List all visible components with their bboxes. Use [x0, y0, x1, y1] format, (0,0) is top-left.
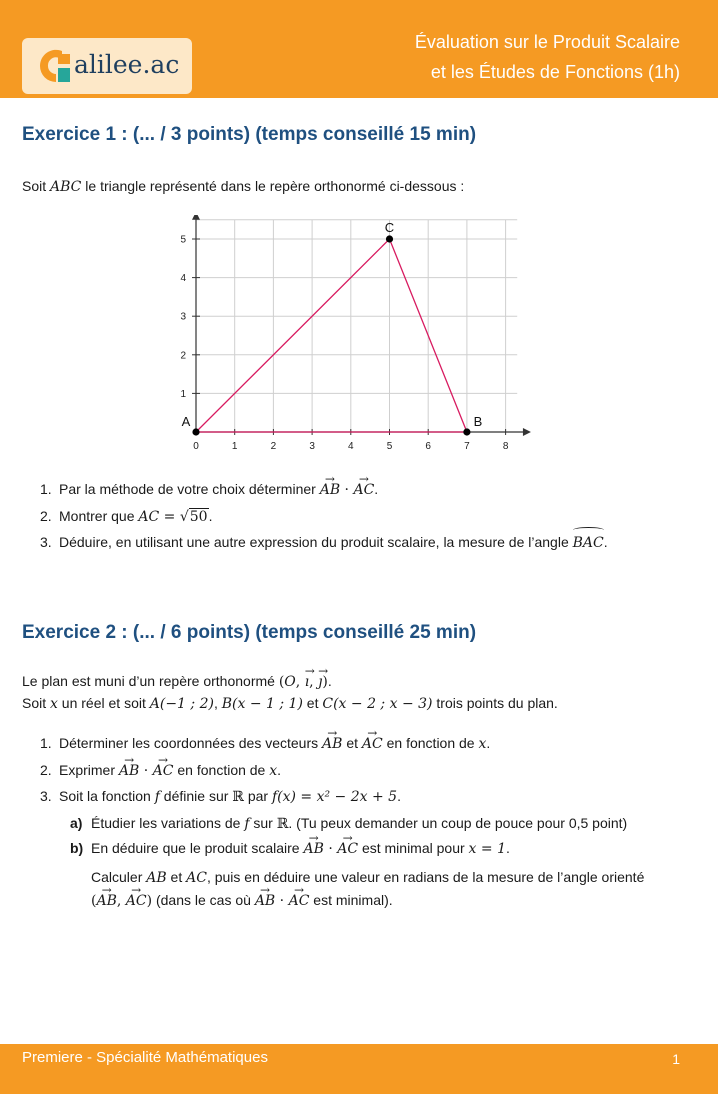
y-tick-label: 2	[180, 350, 186, 362]
question-1	[40, 731, 490, 758]
question-text: en fonction de	[382, 735, 479, 751]
function-f: f	[154, 789, 160, 805]
exercise-1-intro	[22, 175, 464, 198]
sub-text-end: . (Tu peux demander un coup de pouce pour 0,5 point)	[288, 815, 628, 831]
point-a	[192, 428, 199, 435]
question-text: définie sur	[159, 788, 233, 804]
intro-text: un réel et soit	[57, 695, 150, 711]
sub-letter: a)	[70, 815, 83, 831]
x-tick-label: 6	[425, 441, 431, 452]
question-text: Déduire, en utilisant une autre expression du produit scalaire, la mesure de l’angle	[59, 534, 573, 550]
question-text: Déterminer les coordonnées des vecteurs	[59, 735, 323, 751]
y-axis-arrow	[192, 215, 200, 220]
question-text: Exprimer	[59, 761, 119, 778]
intro-text-end: .	[327, 673, 332, 689]
page-number: 1	[672, 1051, 680, 1067]
sub-text: sur	[249, 815, 277, 831]
point-label-c: C	[384, 220, 395, 235]
comma: ,	[116, 893, 126, 909]
sub-c-line-2	[91, 889, 644, 912]
triangle-name: ABC	[50, 179, 82, 195]
sub-text: est minimal pour	[358, 840, 469, 856]
question-text: et	[342, 735, 362, 751]
dot-operator: ·	[275, 893, 289, 909]
intro-text-end: le triangle représenté dans le repère orthonormé ci-dessous :	[81, 178, 465, 194]
question-end: .	[208, 507, 213, 524]
x-tick-label: 7	[464, 441, 470, 452]
intro-text: Le plan est muni d’un repère orthonormé	[22, 673, 279, 689]
question-text: Par la méthode de votre choix déterminer	[59, 481, 320, 497]
x-tick-label: 0	[193, 441, 199, 452]
length-ac: AC	[186, 870, 207, 886]
x-tick-label: 1	[231, 441, 238, 452]
exercise-2-intro-1: Le plan est muni d’un repère orthonormé (O, → ı, → ȷ).	[22, 670, 332, 693]
footer-course: Premiere - Spécialité Mathématiques	[22, 1049, 268, 1066]
real-set: ℝ	[276, 816, 289, 832]
page-header	[0, 0, 718, 98]
y-tick-label: 5	[180, 234, 186, 246]
function-expression: f(x) = x² − 2x + 5	[271, 789, 398, 805]
vector-ab: → AB	[303, 837, 323, 863]
separator: ,	[213, 695, 222, 711]
triangle-abc	[196, 239, 467, 432]
point-a: A(−1 ; 2)	[149, 696, 214, 712]
sub-text: En déduire que le produit scalaire	[91, 840, 304, 856]
sub-text: et	[166, 869, 187, 885]
vector-ac: → AC	[337, 837, 358, 863]
y-tick-label: 3	[180, 311, 186, 323]
exercise-2-intro-2	[22, 692, 558, 715]
exercise-2-title: Exercice 2 : (... / 6 points) (temps conseillé 25 min)	[22, 622, 477, 643]
point-c: C(x − 2 ; x − 3)	[322, 696, 433, 712]
vector-ac: → AC	[362, 732, 383, 758]
dot-operator: ·	[323, 841, 338, 857]
page-footer	[0, 1044, 718, 1094]
var-x: x	[50, 696, 58, 712]
vector-ab: → AB	[96, 890, 116, 912]
vector-ac: → AC	[153, 759, 174, 785]
question-text: en fonction de	[173, 761, 270, 778]
question-3	[40, 530, 608, 557]
question-text: Soit la fonction	[59, 788, 155, 804]
exercise-1-title: Exercice 1 : (... / 3 points) (temps conseillé 15 min)	[22, 124, 477, 145]
title-line-1: Évaluation sur le Produit Scalaire	[414, 32, 680, 52]
exercise-2-questions	[40, 731, 490, 811]
galilee-logo-icon	[36, 46, 72, 86]
question-number: 3.	[40, 534, 52, 550]
sub-text: Calculer	[91, 869, 147, 885]
sub-text-end: .	[505, 840, 510, 856]
question-number: 2.	[40, 507, 52, 524]
title-line-2: et les Études de Fonctions (1h)	[430, 62, 680, 82]
vector-ab: → AB	[322, 732, 342, 758]
x-tick-label: 4	[348, 441, 354, 452]
document-title	[415, 27, 680, 87]
y-tick-label: 1	[180, 388, 186, 400]
dot-operator: ·	[139, 762, 153, 779]
question-end: .	[397, 788, 401, 804]
x-tick-label: 3	[309, 441, 315, 452]
intro-text: et	[302, 695, 323, 711]
sub-question-b	[70, 836, 510, 863]
sub-text: , puis en déduire une valeur en radians de la mesure de l’angle orienté	[206, 869, 645, 885]
question-number: 1.	[40, 735, 52, 751]
question-2: 2. Montrer que AC = √50.	[40, 504, 608, 531]
sub-letter: b)	[70, 840, 84, 856]
condition: x = 1	[468, 841, 506, 857]
sub-text: Étudier les variations de	[91, 815, 245, 831]
angle-bac: BAC	[573, 531, 604, 557]
x-tick-label: 8	[502, 441, 509, 452]
point-label-a: A	[181, 414, 191, 429]
question-number: 2.	[40, 761, 52, 778]
exercise-1-questions	[40, 477, 608, 557]
question-end: .	[277, 761, 282, 778]
question-number: 3.	[40, 788, 52, 804]
intro-text: Soit	[22, 695, 51, 711]
x-tick-label: 2	[270, 441, 277, 452]
point-c	[386, 235, 393, 242]
sub-c-line-1	[91, 866, 644, 889]
y-tick-label: 4	[180, 273, 186, 285]
x-axis-arrow	[523, 428, 531, 436]
vector-ac: → AC	[126, 890, 147, 912]
length-ab: AB	[146, 870, 167, 886]
point-label-b: B	[473, 414, 483, 429]
var-x: x	[269, 762, 278, 779]
paren-close: )	[146, 893, 153, 909]
var-x: x	[478, 736, 487, 752]
paren-open: (	[91, 893, 97, 909]
sub-text: (dans le cas où	[152, 892, 255, 908]
x-tick-label: 5	[386, 441, 393, 452]
question-end: .	[486, 735, 491, 751]
function-f: f	[244, 816, 250, 832]
question-1: 1. Par la méthode de votre choix déterminer → AB · → AC.	[40, 477, 608, 504]
point-b	[463, 428, 470, 435]
question-text: par	[243, 788, 272, 804]
triangle-graph	[160, 215, 540, 460]
sub-question-c	[91, 866, 644, 912]
point-b: B(x − 1 ; 1)	[221, 696, 303, 712]
logo-text: alilee.ac	[74, 50, 180, 79]
question-3	[40, 784, 490, 811]
question-end: .	[374, 481, 379, 497]
intro-text: Soit	[22, 178, 51, 194]
question-text: Montrer que	[59, 507, 139, 524]
question-end: .	[603, 534, 608, 550]
real-set: ℝ	[232, 789, 244, 805]
question-2	[40, 758, 490, 785]
vector-ab: → AB	[255, 890, 275, 912]
intro-text-end: trois points du plan.	[432, 695, 558, 711]
sub-text-end: est minimal).	[309, 892, 393, 908]
vector-ac: → AC	[289, 890, 310, 912]
vector-ab: → AB	[119, 759, 139, 785]
question-number: 1.	[40, 481, 52, 497]
logo	[22, 38, 192, 94]
